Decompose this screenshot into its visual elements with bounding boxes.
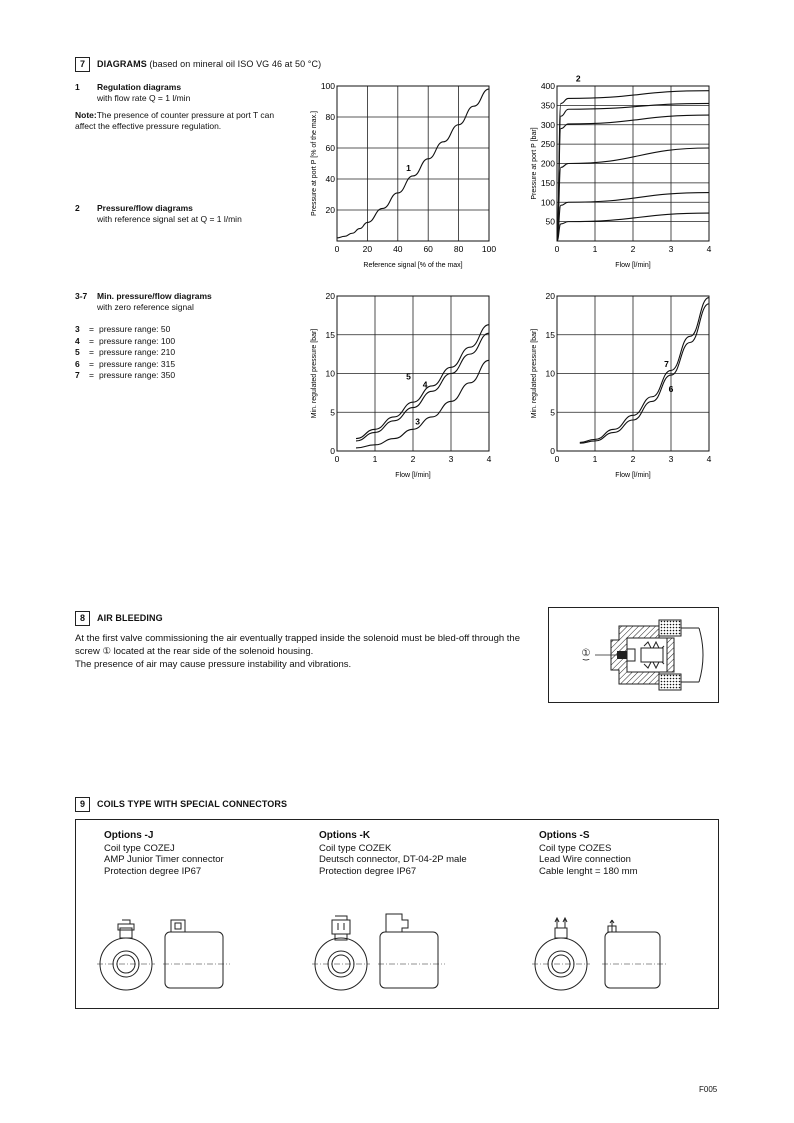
range-text: pressure range: 210	[99, 347, 176, 357]
x-tick-label: 1	[592, 454, 598, 464]
min-pressure-chart-3-5	[300, 285, 505, 480]
x-tick-label: 100	[481, 244, 497, 254]
series-line-7	[580, 298, 709, 443]
range-num: 5	[75, 347, 80, 357]
y-tick-label: 10	[545, 368, 555, 379]
range-num: 6	[75, 358, 80, 369]
x-axis-label: Flow [l/min]	[615, 472, 651, 479]
range-text: pressure range: 350	[99, 370, 176, 380]
y-tick-label: 15	[325, 329, 335, 340]
item-2-desc: with reference signal set at Q = 1 l/min	[97, 214, 242, 224]
range-row	[75, 336, 175, 348]
item-37-title: Min. pressure/flow diagrams	[97, 291, 212, 301]
option-s-line: Lead Wire connection	[539, 854, 631, 865]
y-axis-label: Pressure at port P [% of the max.]	[311, 111, 318, 216]
range-num: 4	[75, 335, 80, 346]
y-axis-label: Min. regulated pressure [bar]	[311, 328, 318, 419]
option-k-title: Options -K	[319, 830, 371, 841]
x-tick-label: 2	[410, 454, 416, 464]
series-line-1	[337, 89, 489, 238]
screw-callout-label: ①	[577, 648, 595, 659]
y-tick-label: 10	[325, 368, 335, 379]
option-j-line: Protection degree IP67	[104, 865, 202, 877]
solenoid-housing-drawing	[549, 608, 718, 702]
y-tick-label: 100	[540, 197, 555, 208]
air-bleeding-para-2: The presence of air may cause pressure instability and vibrations.	[75, 659, 352, 670]
y-tick-label: 40	[325, 174, 335, 184]
y-tick-label-zero: 0	[550, 446, 555, 456]
y-tick-label: 20	[325, 205, 335, 215]
option-k	[319, 830, 467, 877]
series-label-3: 3	[415, 416, 420, 427]
option-s-line: Cable lenght = 180 mm	[539, 865, 638, 877]
x-tick-label: 60	[423, 244, 433, 254]
plot-frame	[337, 86, 489, 241]
item-2-number: 2	[75, 203, 80, 213]
note	[75, 110, 280, 132]
section-9-title: COILS TYPE WITH SPECIAL CONNECTORS	[97, 799, 288, 809]
x-tick-label: 2	[630, 244, 636, 254]
option-k-line: Protection degree IP67	[319, 865, 417, 877]
range-row	[75, 324, 175, 336]
y-tick-label: 350	[540, 100, 555, 111]
note-label: Note:	[75, 110, 97, 120]
range-eq: =	[89, 370, 94, 380]
x-tick-label: 4	[706, 454, 712, 464]
y-tick-label: 20	[545, 291, 555, 301]
item-37-desc: with zero reference signal	[97, 302, 194, 312]
solenoid-figure-frame	[548, 607, 719, 703]
x-axis-label: Reference signal [% of the max]	[363, 262, 463, 269]
x-tick-label: 40	[393, 244, 403, 254]
section-9-number: 9	[75, 797, 90, 812]
range-row	[75, 359, 175, 371]
y-tick-label: 15	[545, 329, 555, 340]
item-2-title: Pressure/flow diagrams	[97, 203, 193, 213]
air-bleeding-para-1: At the first valve commissioning the air eventually trapped inside the solenoid must be bled-off through the screw ① located at the rear side of the solenoid housing.	[75, 633, 520, 657]
option-s-line: Coil type COZES	[539, 842, 612, 854]
x-tick-label: 3	[668, 454, 674, 464]
series-label-5: 5	[406, 371, 411, 382]
x-tick-label: 2	[630, 454, 636, 464]
y-axis-label: Pressure at port P [bar]	[531, 127, 538, 200]
note-text: The presence of counter pressure at port T can affect the effective pressure regulation.	[75, 110, 275, 131]
series-label-1: 1	[406, 163, 411, 174]
range-row	[75, 370, 175, 382]
x-tick-label: 4	[486, 454, 492, 464]
section-8-number: 8	[75, 611, 90, 626]
x-axis-label: Flow [l/min]	[615, 262, 651, 269]
x-axis-label: Flow [l/min]	[395, 472, 431, 479]
y-tick-label: 80	[325, 112, 335, 122]
item-1-desc: with flow rate Q = 1 l/min	[97, 93, 191, 103]
range-eq: =	[89, 324, 94, 334]
range-text: pressure range: 315	[99, 358, 176, 369]
pressure-range-list	[75, 324, 175, 382]
section-7-title	[97, 59, 321, 69]
option-j-line: AMP Junior Timer connector	[104, 854, 224, 865]
range-row	[75, 347, 175, 359]
y-tick-label: 250	[540, 139, 555, 150]
y-tick-label: 400	[540, 81, 555, 91]
x-tick-label: 0	[334, 244, 340, 254]
series-label-7: 7	[664, 359, 669, 370]
x-tick-label: 4	[706, 244, 712, 254]
range-eq: =	[89, 358, 94, 369]
section-7-subtitle: (based on mineral oil ISO VG 46 at 50 °C)	[149, 59, 322, 69]
item-1-number: 1	[75, 82, 80, 92]
option-k-line: Deutsch connector, DT-04-2P male	[319, 854, 467, 865]
option-j-title: Options -J	[104, 830, 154, 841]
series-label-4: 4	[422, 379, 428, 390]
series-label-2: 2	[575, 75, 581, 84]
y-tick-label-zero: 0	[330, 446, 335, 456]
coil-drawing-j	[95, 910, 245, 995]
x-tick-label: 0	[554, 454, 560, 464]
x-tick-label: 20	[362, 244, 373, 254]
x-tick-label: 3	[448, 454, 454, 464]
x-tick-label: 0	[554, 244, 560, 254]
option-j-line: Coil type COZEJ	[104, 842, 175, 854]
y-tick-label: 20	[325, 291, 335, 301]
y-tick-label: 50	[545, 216, 555, 227]
x-tick-label: 80	[453, 244, 464, 254]
option-s	[539, 830, 638, 877]
range-text: pressure range: 50	[99, 324, 171, 334]
option-s-title: Options -S	[539, 830, 590, 841]
footer-code: F005	[699, 1085, 718, 1094]
series-label-6: 6	[668, 384, 674, 394]
range-num: 3	[75, 324, 80, 334]
section-7-number: 7	[75, 57, 90, 72]
option-k-line: Coil type COZEK	[319, 842, 392, 854]
range-text: pressure range: 100	[99, 335, 176, 346]
range-eq: =	[89, 347, 94, 357]
regulation-chart	[300, 75, 505, 270]
y-tick-label: 150	[540, 177, 555, 188]
y-tick-label: 5	[330, 407, 335, 418]
item-1-title: Regulation diagrams	[97, 82, 182, 92]
y-tick-label: 60	[325, 143, 335, 153]
x-tick-label: 1	[372, 454, 378, 464]
coil-drawing-k	[310, 910, 460, 995]
y-tick-label: 300	[540, 119, 555, 130]
coil-drawing-s	[530, 910, 680, 995]
x-tick-label: 3	[668, 244, 674, 254]
y-tick-label: 100	[320, 81, 335, 91]
x-tick-label: 1	[592, 244, 598, 254]
min-pressure-chart-6-7	[520, 285, 725, 480]
air-bleeding-text	[75, 632, 545, 671]
section-7-title-text: DIAGRAMS	[97, 59, 147, 69]
range-num: 7	[75, 370, 80, 380]
range-eq: =	[89, 335, 94, 346]
option-j	[104, 830, 224, 877]
pressure-flow-chart	[520, 75, 725, 270]
section-8-title: AIR BLEEDING	[97, 613, 163, 623]
y-axis-label: Min. regulated pressure [bar]	[531, 328, 538, 419]
y-tick-label: 5	[550, 407, 555, 418]
item-37-number: 3-7	[75, 291, 88, 301]
x-tick-label: 0	[334, 454, 340, 464]
y-tick-label: 200	[540, 158, 555, 169]
